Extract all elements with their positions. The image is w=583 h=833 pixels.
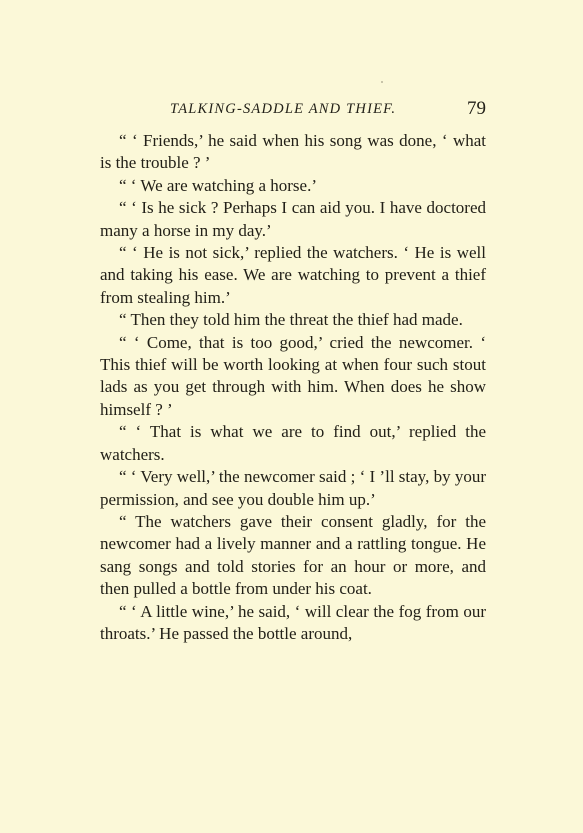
paragraph: “ ‘ Is he sick ? Perhaps I can aid you. I have doctored many a horse in my day.’ [100,198,486,240]
paragraph: “ The watchers gave their consent gladly, for the newcomer had a lively manner and a rattling tongue. He sang songs and told stories for an hour or more, and then pulled a bottle from under his coat. [100,511,486,599]
page-number: 79 [467,98,486,119]
paragraph: “ ‘ Very well,’ the newcomer said ; ‘ I ’ll stay, by your permission, and see you double him up.’ [100,467,486,509]
paragraph: “ Then they told him the threat the thief had made. [119,310,463,330]
page-header [100,98,486,124]
paragraph: “ ‘ A little wine,’ he said, ‘ will clear the fog from our throats.’ He passed the bottle around, [100,601,486,643]
body-text [100,130,486,645]
paragraph: “ ‘ Friends,’ he said when his song was done, ‘ what is the trouble ? ’ [100,131,486,173]
paragraph: “ ‘ He is not sick,’ replied the watchers. ‘ He is well and taking his ease. We are watching to prevent a thief from stealing him.’ [100,243,486,307]
running-title: TALKING-SADDLE AND THIEF. [170,101,397,117]
paper-speck [381,81,383,83]
paragraph: “ ‘ That is what we are to find out,’ replied the watchers. [100,422,486,464]
paragraph: “ ‘ Come, that is too good,’ cried the newcomer. ‘ This thief will be worth looking at when four such stout lads as you get through with him. When does he show himself ? ’ [100,332,486,419]
paragraph: “ ‘ We are watching a horse.’ [119,175,317,195]
